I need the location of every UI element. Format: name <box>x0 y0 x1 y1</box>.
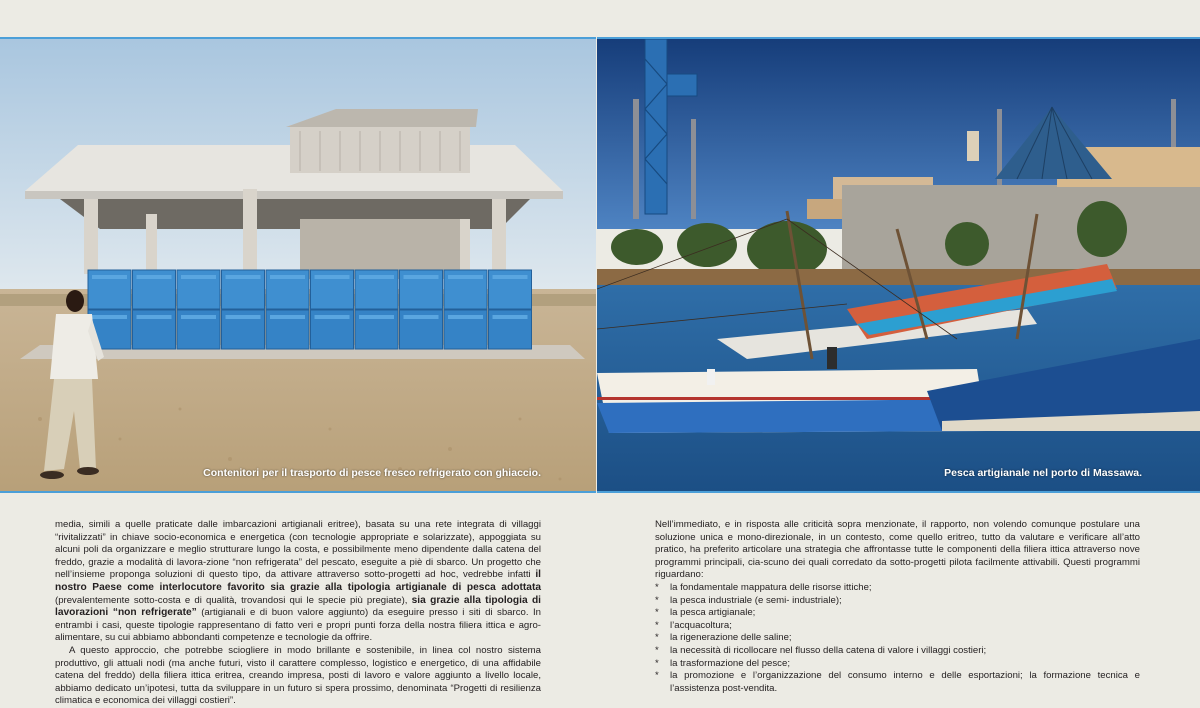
left-p1-text-c: (artigianali e di buon valore aggiunto) da eseguire presso i siti di sbarco. In entrambi i casi, queste tipologie rappresentano di fatto veri e propri punti forza della nostra filiera ittica e agro-alimentare, su cui abbiamo abbondanti competenze e tecnologie da offrire. <box>55 607 541 644</box>
photo-caption-left: Contenitori per il trasporto di pesce fresco refrigerato con ghiaccio. <box>203 467 541 479</box>
list-item: * la pesca industriale (e semi- industriale); <box>655 595 1140 608</box>
list-item: * la promozione e l’organizzazione del consumo interno e delle esportazioni; la formazione tecnica e l’assistenza post-vendita. <box>655 670 1140 695</box>
left-p1-bold-b: sia grazie alla tipologia di lavorazioni “non refrigerate” <box>55 594 541 619</box>
left-p1-text-b: (prevalentemente sotto-costa e di qualità, trovandosi qui le specie più pregiate), <box>55 594 412 606</box>
page-top-margin <box>0 0 1200 37</box>
left-paragraph-1 <box>55 519 541 645</box>
list-item: * l’acquacoltura; <box>655 620 1140 633</box>
photo-fish-containers-image <box>0 39 596 491</box>
left-text-column <box>55 519 541 708</box>
left-paragraph-2: A questo approccio, che potrebbe sciogliere in modo brillante e sostenibile, in linea col nostro sistema produttivo, gli attuali nodi (ma anche futuri, visto il carattere complesso, logistico e energetico, di una affidabile catena del freddo) della filiera ittica eritrea, creando impresa, posti di lavoro e valore aggiunto a livello locale, abbiamo dedicato un’ipotesi, tutta da sviluppare in un futuro si spera prossimo, denominata “Progetti di resilienza climatica e economica dei villaggi costieri”. <box>55 644 541 707</box>
right-intro-paragraph: Nell’immediato, e in risposta alle criticità sopra menzionate, il rapporto, non volendo comunque postulare una soluzione unica e mono-direzionale, in un contesto, come quello eritreo, tutto da valutare e verificare all’atto pratico, ha preferito articolare una strategia che affrontasse tutte le componenti della filiera ittica attraverso nove programmi principali, cia-scuno dei quali corredato da sotto-progetti pilota facilmente attivabili. Questi programmi riguardano: <box>655 519 1140 581</box>
photo-massawa-harbor <box>597 37 1200 493</box>
left-p1-text-a: media, simili a quelle praticate dalle imbarcazioni artigianali eritree), basata su una rete integrata di villaggi “rivitalizzati” in chiave socio-economica e energetica (con tecnologie appropriate e solarizzate), appoggiata su alcuni poli da organizzare e meglio strutturare lungo la costa, e possibilmente meno dipendente dalla catena del freddo, grazie a modalità di lavora-zione “non refrigerata” del pescato, eseguite a piè di sbarco. Un progetto che nell’insieme proponga soluzioni di questo tipo, da attivare attraverso sotto-progetti ad hoc, vedrebbe infatti <box>55 519 541 581</box>
right-text-column <box>655 519 1140 695</box>
photo-massawa-harbor-image <box>597 39 1200 491</box>
photo-caption-right: Pesca artigianale nel porto di Massawa. <box>944 467 1142 479</box>
programs-list <box>655 582 1140 695</box>
left-p1-bold-a: il nostro Paese come interlocutore favorito sia grazie alla tipologia artigianale di pesca adottata <box>55 569 541 593</box>
list-item: * la pesca artigianale; <box>655 607 1140 620</box>
list-item: * la rigenerazione delle saline; <box>655 632 1140 645</box>
list-item: * la necessità di ricollocare nel flusso della catena di valore i villaggi costieri; <box>655 645 1140 658</box>
list-item: * la fondamentale mappatura delle risorse ittiche; <box>655 582 1140 595</box>
list-item: * la trasformazione del pesce; <box>655 658 1140 671</box>
photo-fish-containers-pavilion <box>0 37 596 493</box>
